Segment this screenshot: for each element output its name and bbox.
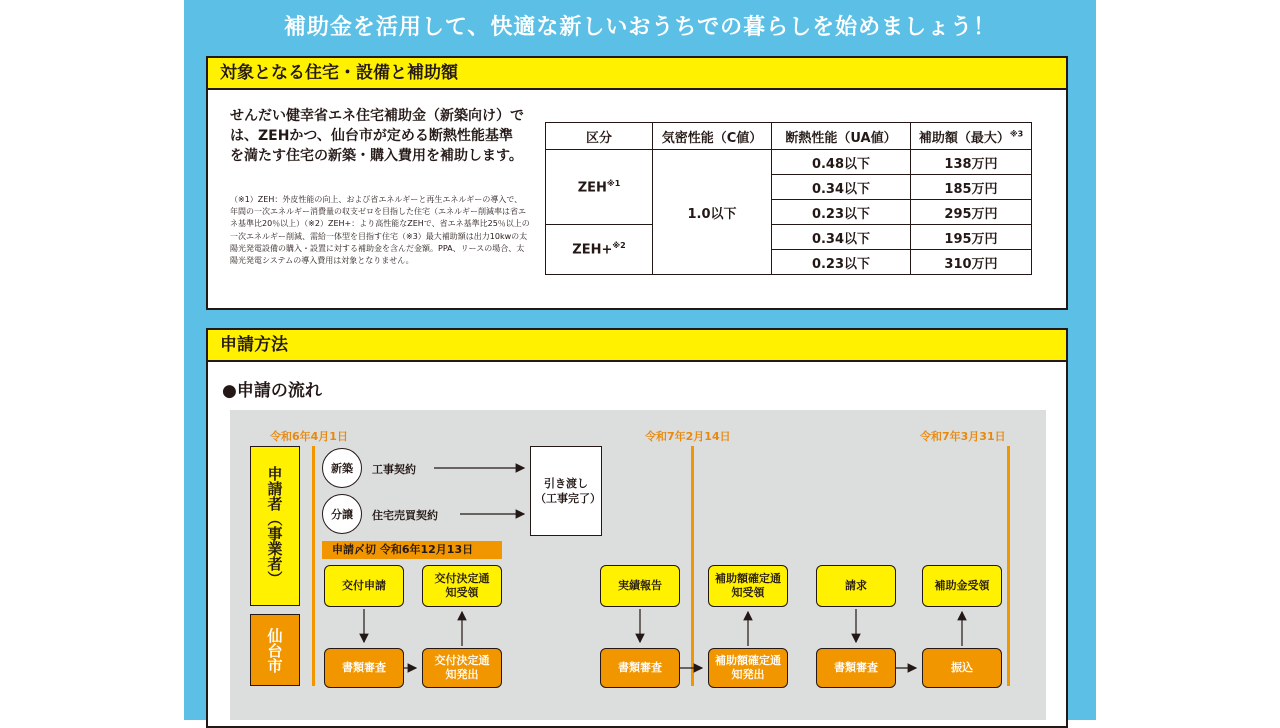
date-start: 令和6年4月1日 <box>270 430 348 443</box>
section-title: 申請方法 <box>208 330 1066 362</box>
step-decision-issue: 交付決定通知発出 <box>422 648 502 688</box>
application-section <box>206 328 1068 728</box>
amount-value: 138万円 <box>911 150 1032 175</box>
ua-value: 0.34以下 <box>772 225 911 250</box>
category-name: ZEH+ <box>572 242 613 258</box>
airtightness-value: 1.0以下 <box>653 150 772 275</box>
header-amount <box>911 123 1032 150</box>
intro-text: せんだい健幸省エネ住宅補助金（新築向け）では、ZEHかつ、仙台市が定める断熱性能基準を満たす住宅の新築・購入費用を補助します。 <box>230 108 524 164</box>
table-row <box>546 225 1032 250</box>
contract-label: 工事契約 <box>372 463 416 476</box>
step-review: 書類審査 <box>816 648 896 688</box>
ua-value: 0.34以下 <box>772 175 911 200</box>
deadline-banner: 申請〆切 令和6年12月13日 <box>322 541 502 559</box>
badge-new-build: 新築 <box>322 448 362 488</box>
category-zeh <box>546 150 653 225</box>
step-claim: 請求 <box>816 565 896 607</box>
page-headline: 補助金を活用して、快適な新しいおうちでの暮らしを始めましょう！ <box>283 15 997 40</box>
category-name: ZEH <box>577 180 607 196</box>
step-confirm-issue: 補助額確定通知発出 <box>708 648 788 688</box>
date-mid: 令和7年2月14日 <box>645 430 731 443</box>
step-report: 実績報告 <box>600 565 680 607</box>
flow-diagram <box>230 410 1046 720</box>
subsidy-section <box>206 56 1068 310</box>
amount-value: 310万円 <box>911 250 1032 275</box>
ua-value: 0.23以下 <box>772 250 911 275</box>
amount-value: 195万円 <box>911 225 1032 250</box>
header-insulation <box>772 123 911 150</box>
category-zeh-plus <box>546 225 653 275</box>
header-amount-mark: ※3 <box>1009 129 1024 139</box>
actor-city: 仙台市 <box>250 614 300 686</box>
badge-for-sale: 分譲 <box>322 494 362 534</box>
header-insulation-label: 断熱性能（UA値） <box>785 130 897 146</box>
ua-value: 0.23以下 <box>772 200 911 225</box>
table-row <box>546 150 1032 175</box>
step-transfer: 振込 <box>922 648 1002 688</box>
actor-applicant: 申請者（事業者） <box>250 446 300 606</box>
header-amount-label: 補助額（最大） <box>918 130 1010 146</box>
category-mark: ※2 <box>612 241 626 251</box>
handover-box: 引き渡し（工事完了） <box>530 446 602 536</box>
category-mark: ※1 <box>606 178 621 188</box>
date-end: 令和7年3月31日 <box>920 430 1006 443</box>
step-review: 書類審査 <box>324 648 404 688</box>
step-payment-receive: 補助金受領 <box>922 565 1002 607</box>
header-airtightness: 気密性能（C値） <box>653 123 772 150</box>
step-confirm-receive: 補助額確定通知受領 <box>708 565 788 607</box>
flow-arrows <box>230 410 1046 720</box>
table-header-row <box>546 123 1032 150</box>
contract-label: 住宅売買契約 <box>372 509 438 522</box>
subsidy-table <box>545 122 1032 275</box>
amount-value: 185万円 <box>911 175 1032 200</box>
step-decision-receive: 交付決定通知受領 <box>422 565 502 607</box>
step-review: 書類審査 <box>600 648 680 688</box>
section-title: 対象となる住宅・設備と補助額 <box>208 58 1066 90</box>
header-category: 区分 <box>546 123 653 150</box>
ua-value: 0.48以下 <box>772 150 911 175</box>
step-apply: 交付申請 <box>324 565 404 607</box>
footnote-text: （※1）ZEH：外皮性能の向上、および省エネルギーと再生エネルギーの導入で、年間の一次エネルギー消費量の収支ゼロを目指した住宅（エネルギー削減率は省エネ基準比20％以上）（※2）ZEH+：より高性能なZEHで、省エネ基準比25％以上の一次エネルギー削減、需給一体型を目指す住宅（※3）最大補助額は出力10kwの太陽光発電設備の購入・設置に対する補助金を含んだ金額。PPA、リースの場合、太陽光発電システムの導入費用は対象となりません。 <box>230 195 530 266</box>
flow-title: ●申請の流れ <box>222 381 322 401</box>
amount-value: 295万円 <box>911 200 1032 225</box>
